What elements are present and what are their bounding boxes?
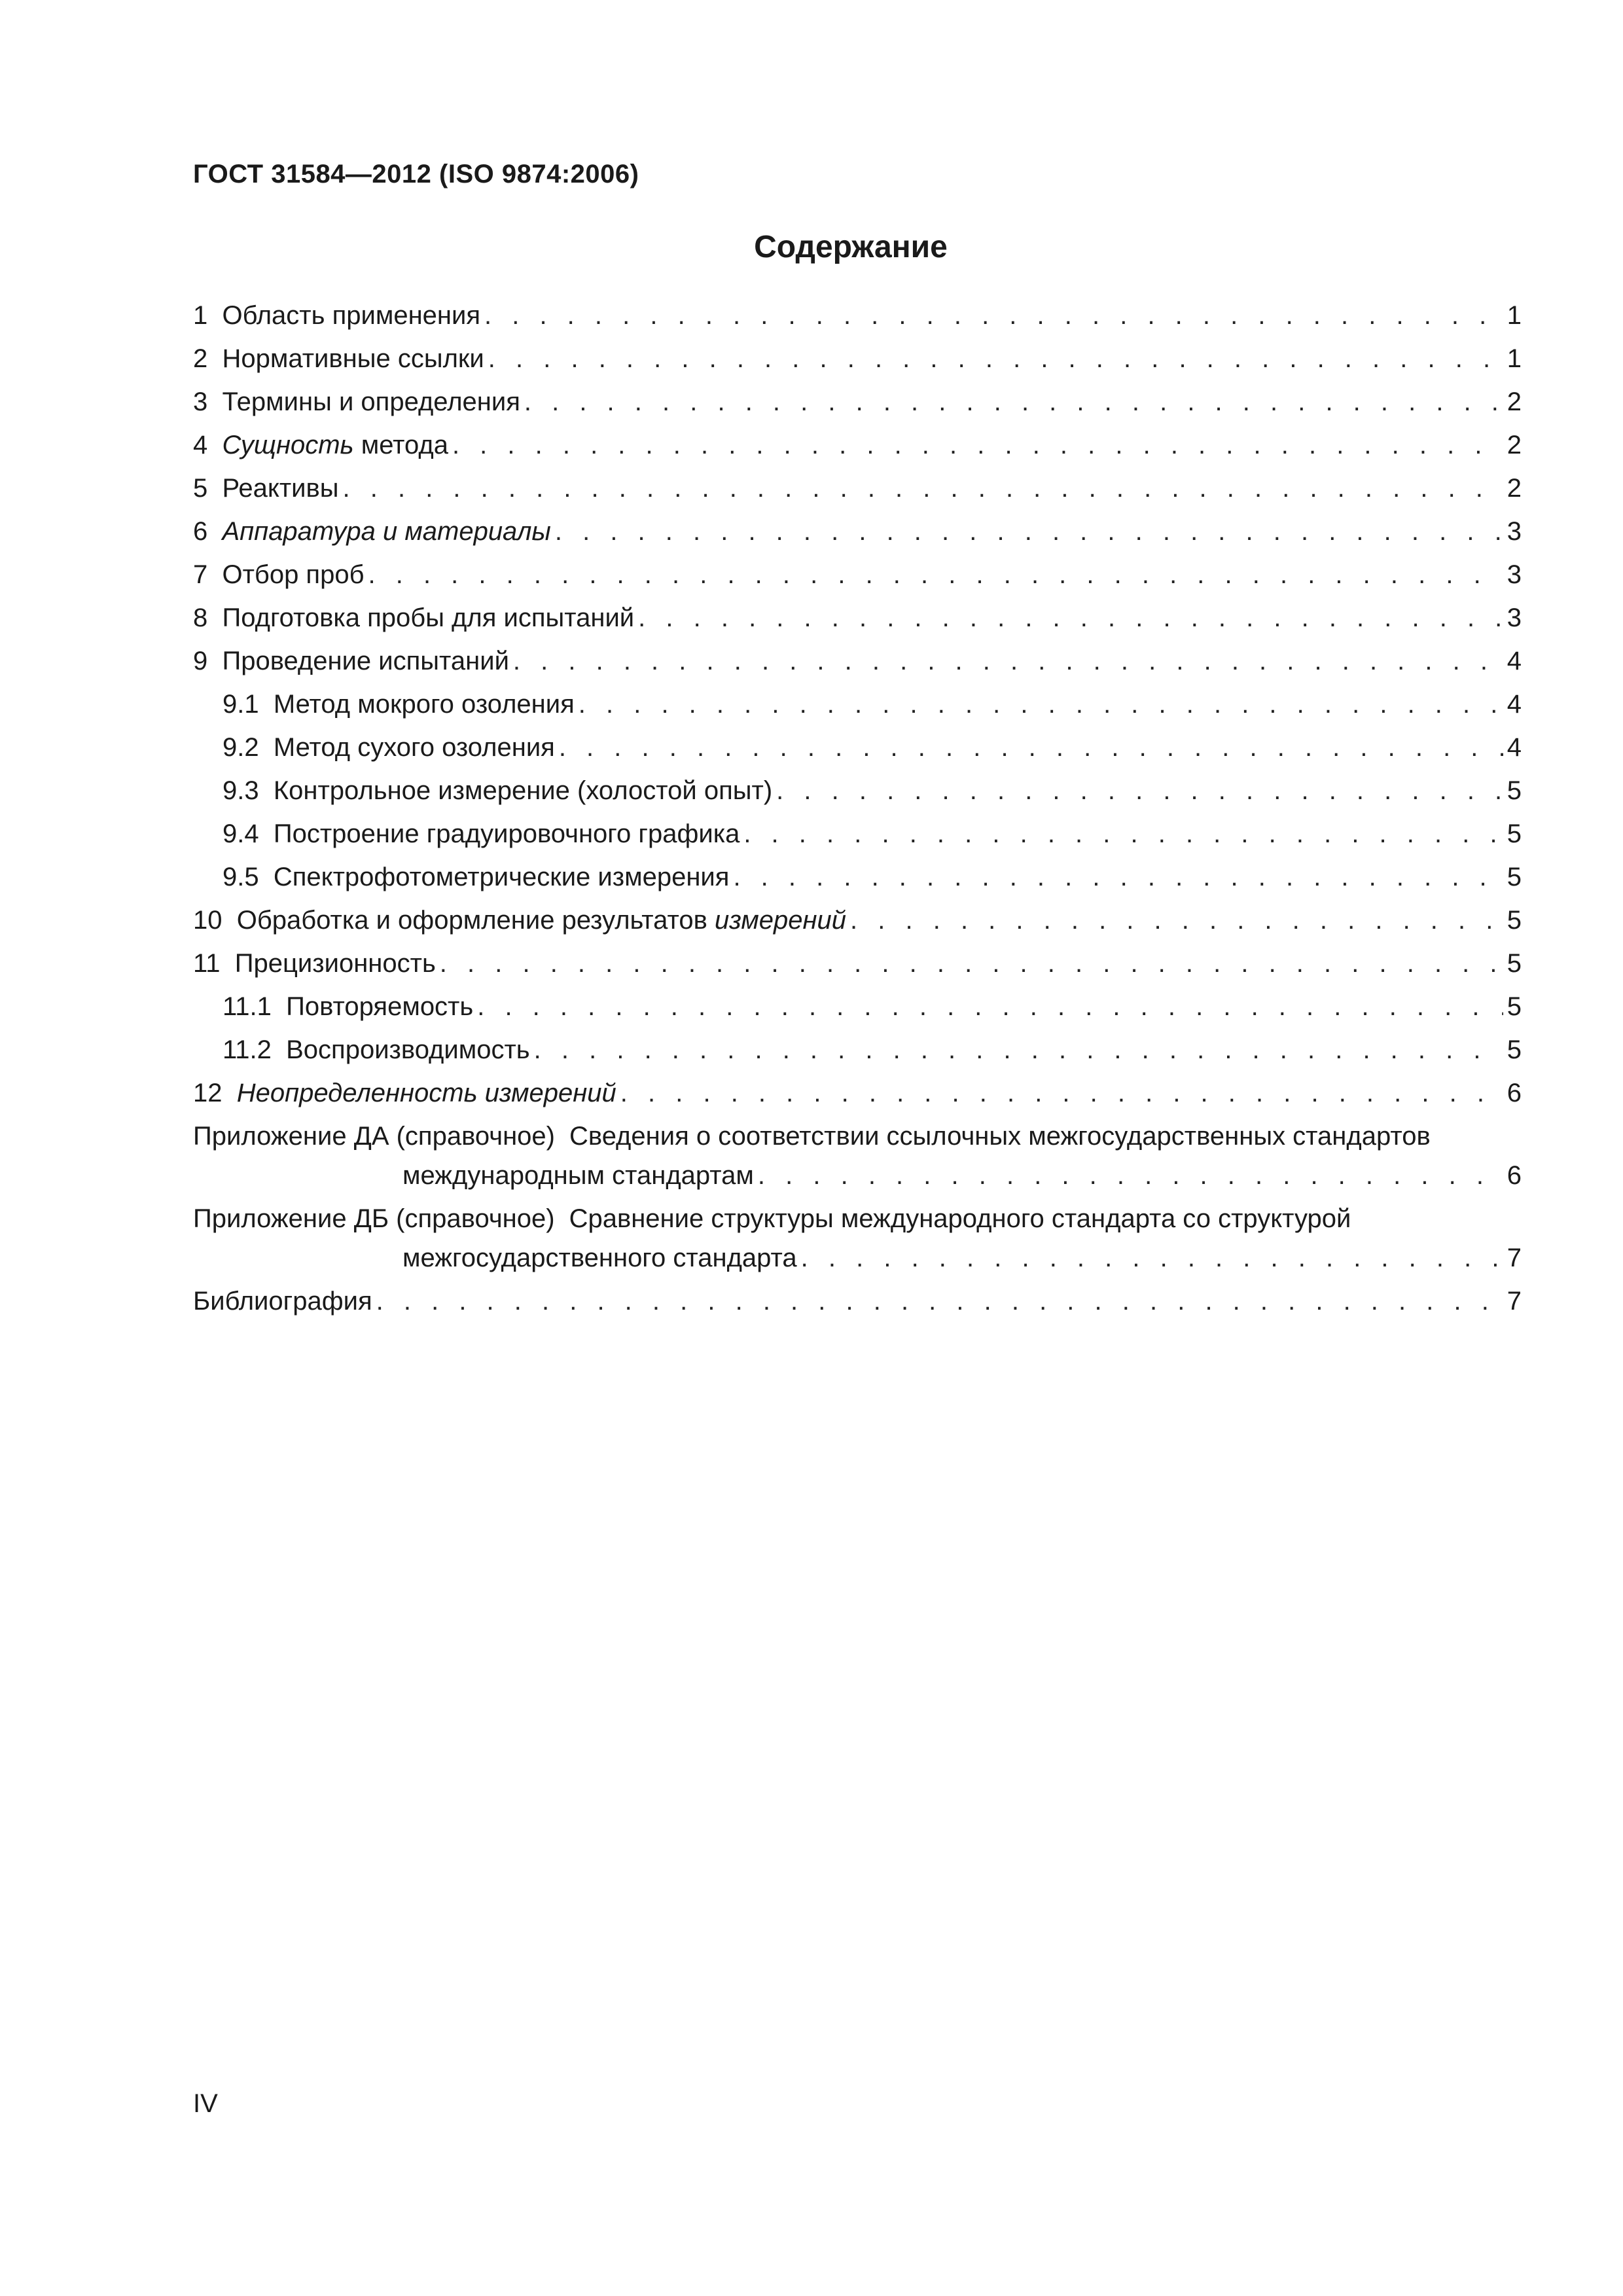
toc-leader-dots xyxy=(579,685,1503,724)
toc-entry-page: 3 xyxy=(1507,560,1522,589)
toc-leader-dots xyxy=(733,857,1503,897)
toc-entry-title xyxy=(222,425,448,465)
toc-entry-title: Нормативные ссылки xyxy=(222,344,484,373)
toc-entry-title: Термины и определения xyxy=(222,387,520,416)
toc-entry-page: 6 xyxy=(1507,1079,1522,1107)
toc-leader-dots xyxy=(368,555,1503,594)
toc-entry-number: 9 xyxy=(193,647,208,675)
toc-entry-title: Прецизионность xyxy=(234,949,436,978)
toc-entry-title xyxy=(222,512,550,551)
toc-leader-dots xyxy=(513,641,1503,681)
toc-entry-page: 4 xyxy=(1507,733,1522,762)
toc-entry-number: 1 xyxy=(193,301,208,330)
toc-bibliography[interactable] xyxy=(193,1282,1522,1321)
toc-entry-title-italic: Сущность xyxy=(222,431,354,459)
toc-entry-title-main: Обработка и оформление результатов xyxy=(236,906,715,935)
toc-entry[interactable] xyxy=(193,512,1522,551)
toc-entry-title xyxy=(237,1073,616,1113)
toc-leader-dots xyxy=(758,1156,1503,1195)
toc-entry-number: 9.1 xyxy=(223,690,259,719)
toc-entry-page: 2 xyxy=(1507,431,1522,459)
toc-entry-title-italic: Неопределенность измерений xyxy=(236,1079,616,1107)
toc-entry-page: 5 xyxy=(1507,949,1522,978)
toc-entry-page: 5 xyxy=(1507,992,1522,1021)
toc-entry-title: Спектрофотометрические измерения xyxy=(273,863,730,891)
toc-entry[interactable] xyxy=(193,641,1522,681)
toc-entry-title: Воспроизводимость xyxy=(286,1035,530,1064)
toc-leader-dots xyxy=(850,901,1503,940)
toc-subentry[interactable] xyxy=(223,771,1522,810)
toc-leader-dots xyxy=(776,771,1503,810)
toc-leader-dots xyxy=(801,1238,1503,1278)
toc-annex-db-continuation[interactable] xyxy=(402,1238,1522,1278)
toc-entry-page: 5 xyxy=(1507,819,1522,848)
toc-entry-number: 11.1 xyxy=(223,992,272,1021)
toc-entry-number: 11.2 xyxy=(223,1035,272,1064)
toc-entry-number: 9.3 xyxy=(223,776,259,805)
toc-heading: Содержание xyxy=(754,230,948,264)
toc-annex-da-continuation[interactable] xyxy=(402,1156,1522,1195)
toc-subentry[interactable] xyxy=(223,1030,1522,1069)
annex-title-line2: межгосударственного стандарта xyxy=(402,1244,797,1272)
toc-entry-title: Библиография xyxy=(193,1287,372,1316)
document-standard-id: ГОСТ 31584—2012 (ISO 9874:2006) xyxy=(193,160,639,188)
toc-leader-dots xyxy=(488,339,1503,378)
table-of-contents xyxy=(193,0,1522,2296)
toc-subentry[interactable] xyxy=(223,857,1522,897)
toc-annex-db-heading[interactable] xyxy=(193,1199,1351,1238)
toc-entry[interactable] xyxy=(193,382,1522,422)
toc-entry-title: Подготовка пробы для испытаний xyxy=(222,603,635,632)
toc-entry[interactable] xyxy=(193,469,1522,508)
toc-leader-dots xyxy=(452,425,1503,465)
toc-entry-title xyxy=(237,901,846,940)
toc-leader-dots xyxy=(524,382,1503,422)
toc-leader-dots xyxy=(484,296,1503,335)
toc-entry[interactable] xyxy=(193,339,1522,378)
toc-subentry[interactable] xyxy=(223,814,1522,853)
page-number: IV xyxy=(193,2089,218,2118)
toc-entry-page: 6 xyxy=(1507,1161,1522,1190)
annex-label: Приложение ДА (справочное) xyxy=(193,1122,555,1151)
toc-leader-dots xyxy=(743,814,1503,853)
toc-entry-page: 1 xyxy=(1507,301,1522,330)
toc-entry-page: 4 xyxy=(1507,647,1522,675)
toc-entry-title-rest: метода xyxy=(353,431,448,459)
toc-entry-page: 3 xyxy=(1507,603,1522,632)
toc-entry-page: 3 xyxy=(1507,517,1522,546)
annex-title-line1: Сведения о соответствии ссылочных межгосударственных стандартов xyxy=(569,1122,1431,1151)
toc-entry-number: 12 xyxy=(193,1079,223,1107)
toc-entry-number: 2 xyxy=(193,344,208,373)
toc-entry-number: 11 xyxy=(193,949,221,978)
toc-entry-title: Проведение испытаний xyxy=(222,647,509,675)
toc-entry-title: Повторяемость xyxy=(286,992,474,1021)
toc-leader-dots xyxy=(343,469,1503,508)
toc-leader-dots xyxy=(559,728,1503,767)
toc-entry-title: Отбор проб xyxy=(222,560,365,589)
toc-entry[interactable] xyxy=(193,901,1522,940)
toc-entry-title-italic: измерений xyxy=(714,906,847,935)
toc-subentry[interactable] xyxy=(223,728,1522,767)
toc-entry-title: Реактивы xyxy=(222,474,339,503)
toc-entry-number: 9.2 xyxy=(223,733,259,762)
toc-entry[interactable] xyxy=(193,598,1522,637)
toc-entry-title: Метод сухого озоления xyxy=(273,733,555,762)
toc-entry-title: Область применения xyxy=(222,301,480,330)
toc-entry-page: 5 xyxy=(1507,906,1522,935)
toc-entry-page: 1 xyxy=(1507,344,1522,373)
toc-entry-page: 4 xyxy=(1507,690,1522,719)
toc-entry[interactable] xyxy=(193,944,1522,983)
toc-leader-dots xyxy=(620,1073,1503,1113)
toc-subentry[interactable] xyxy=(223,987,1522,1026)
toc-entry-number: 9.4 xyxy=(223,819,259,848)
toc-entry-page: 7 xyxy=(1507,1287,1522,1316)
toc-leader-dots xyxy=(477,987,1503,1026)
toc-leader-dots xyxy=(440,944,1503,983)
toc-entry-number: 5 xyxy=(193,474,208,503)
toc-entry-title: Построение градуировочного графика xyxy=(273,819,740,848)
toc-entry-title: Метод мокрого озоления xyxy=(273,690,575,719)
toc-entry-page: 5 xyxy=(1507,863,1522,891)
toc-entry-page: 2 xyxy=(1507,474,1522,503)
toc-leader-dots xyxy=(376,1282,1503,1321)
toc-entry-title: Контрольное измерение (холостой опыт) xyxy=(273,776,773,805)
toc-entry-number: 10 xyxy=(193,906,223,935)
toc-entry-page: 5 xyxy=(1507,776,1522,805)
toc-entry-number: 8 xyxy=(193,603,208,632)
toc-leader-dots xyxy=(555,512,1503,551)
toc-entry[interactable] xyxy=(193,425,1522,465)
toc-entry[interactable] xyxy=(193,555,1522,594)
toc-subentry[interactable] xyxy=(223,685,1522,724)
toc-entry-number: 7 xyxy=(193,560,208,589)
toc-entry-page: 7 xyxy=(1507,1244,1522,1272)
toc-entry-page: 5 xyxy=(1507,1035,1522,1064)
toc-entry[interactable] xyxy=(193,1073,1522,1113)
toc-leader-dots xyxy=(534,1030,1503,1069)
annex-label: Приложение ДБ (справочное) xyxy=(193,1204,555,1233)
toc-entry-title-italic: Аппаратура и материалы xyxy=(222,517,551,546)
toc-leader-dots xyxy=(638,598,1503,637)
toc-entry-number: 6 xyxy=(193,517,208,546)
toc-entry-page: 2 xyxy=(1507,387,1522,416)
toc-entry-number: 3 xyxy=(193,387,208,416)
toc-entry[interactable] xyxy=(193,296,1522,335)
toc-entry-number: 9.5 xyxy=(223,863,259,891)
annex-title-line2: международным стандартам xyxy=(402,1161,754,1190)
annex-title-line1: Сравнение структуры международного стандарта со структурой xyxy=(569,1204,1351,1233)
toc-annex-da-heading[interactable] xyxy=(193,1117,1431,1156)
toc-entry-number: 4 xyxy=(193,431,208,459)
